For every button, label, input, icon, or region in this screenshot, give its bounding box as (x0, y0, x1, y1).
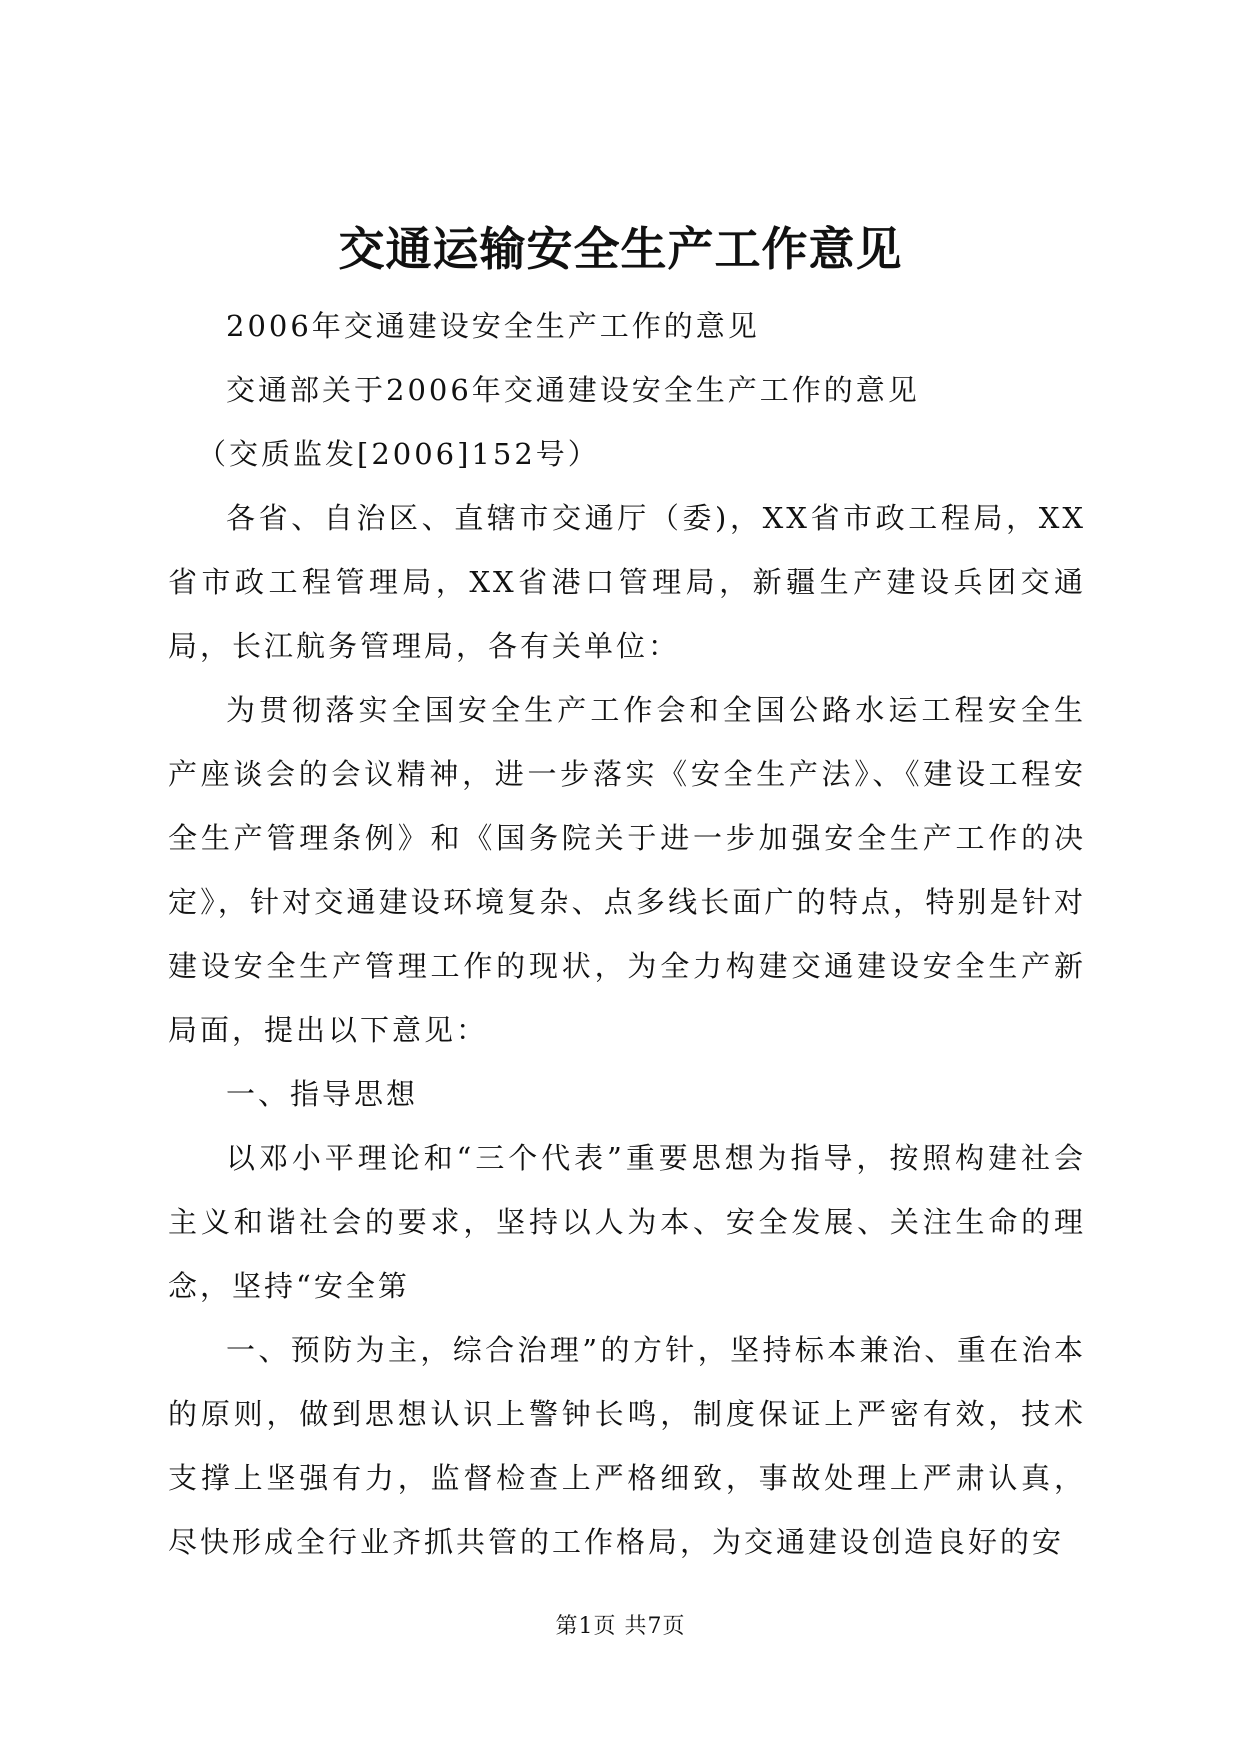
paragraph-principles: 一、预防为主，综合治理”的方针，坚持标本兼治、重在治本的原则，做到思想认识上警钟长鸣，制度保证上严密有效，技术支撑上坚强有力，监督检查上严格细致，事故处理上严肃认真，尽快形成全行业齐抓共管的工作格局，为交通建设创造良好的安 (168, 1333, 1086, 1559)
section-heading-guiding-ideology: 一、指导思想 (226, 1077, 419, 1111)
paragraph-notice-title: 交通部关于2006年交通建设安全生产工作的意见 (226, 373, 920, 407)
paragraph-purpose: 为贯彻落实全国安全生产工作会和全国公路水运工程安全生产座谈会的会议精神，进一步落实《安全生产法》、《建设工程安全生产管理条例》和《国务院关于进一步加强安全生产工作的决定》，针对交通建设环境复杂、点多线长面广的特点，特别是针对建设安全生产管理工作的现状，为全力构建交通建设安全生产新局面，提出以下意见： (168, 693, 1086, 1047)
page-footer: 第1页 共7页 (555, 1614, 686, 1639)
paragraph-guiding-ideology: 以邓小平理论和“三个代表”重要思想为指导，按照构建社会主义和谐社会的要求，坚持以人为本、安全发展、关注生命的理念，坚持“安全第 (168, 1141, 1086, 1303)
paragraph-document-number: （交质监发[2006]152号） (197, 437, 600, 471)
paragraph-recipients: 各省、自治区、直辖市交通厅（委)，XX省市政工程局，XX省市政工程管理局，XX省港口管理局，新疆生产建设兵团交通局，长江航务管理局，各有关单位： (168, 501, 1086, 663)
document-body (168, 294, 1086, 1574)
paragraph-subtitle: 2006年交通建设安全生产工作的意见 (226, 309, 760, 343)
document-title: 交通运输安全生产工作意见 (338, 222, 903, 276)
